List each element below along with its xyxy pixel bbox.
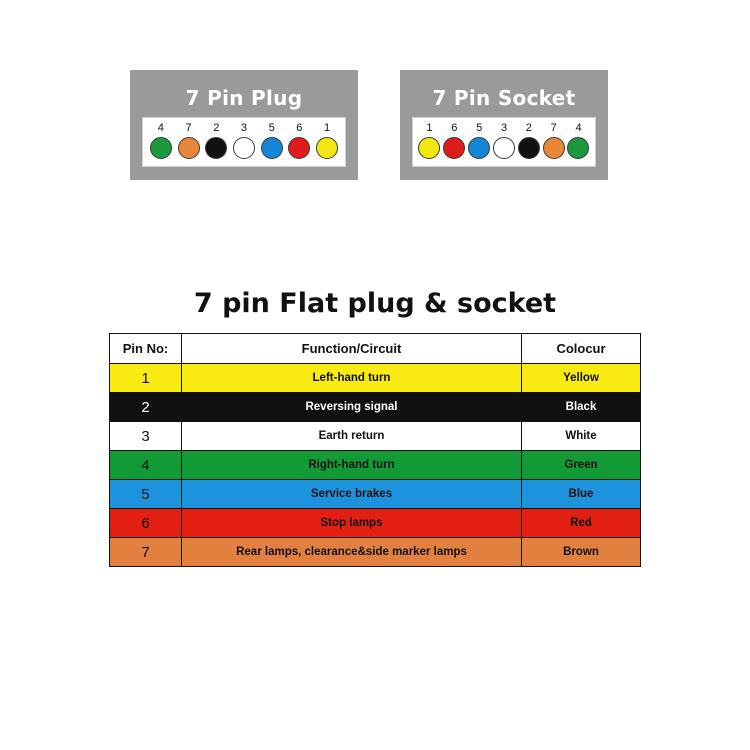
cell-function: Rear lamps, clearance&side marker lamps <box>182 538 522 567</box>
cell-colour: Red <box>522 509 641 538</box>
plug-title: 7 Pin Plug <box>185 86 303 110</box>
socket-connector <box>400 70 608 180</box>
socket-title: 7 Pin Socket <box>432 86 576 110</box>
connector-diagrams <box>0 70 750 190</box>
pin-dot <box>543 137 565 159</box>
cell-pin-number: 7 <box>110 538 182 567</box>
table-row <box>110 538 641 567</box>
table-row <box>110 393 641 422</box>
pin-dot <box>418 137 440 159</box>
cell-pin-number: 6 <box>110 509 182 538</box>
table-header-row <box>110 334 641 364</box>
pin-number: 2 <box>525 122 532 134</box>
table-row <box>110 451 641 480</box>
header-function: Function/Circuit <box>182 334 522 364</box>
header-pin-no: Pin No: <box>110 334 182 364</box>
plug-pin-numbers <box>147 121 341 135</box>
pin-dot <box>261 137 283 159</box>
pin-dot <box>518 137 540 159</box>
pin-dot <box>468 137 490 159</box>
table-row <box>110 509 641 538</box>
header-colour: Colocur <box>522 334 641 364</box>
socket-pin-dots <box>417 135 591 161</box>
cell-colour: Green <box>522 451 641 480</box>
cell-colour: Yellow <box>522 364 641 393</box>
table-row <box>110 422 641 451</box>
pin-number: 5 <box>268 122 275 134</box>
cell-colour: Black <box>522 393 641 422</box>
pin-number: 4 <box>575 122 582 134</box>
pin-dot <box>493 137 515 159</box>
pin-dot <box>316 137 338 159</box>
pin-dot <box>288 137 310 159</box>
pin-dot <box>205 137 227 159</box>
pin-number: 7 <box>550 122 557 134</box>
plug-connector <box>130 70 358 180</box>
table-row <box>110 364 641 393</box>
pin-number: 1 <box>324 122 331 134</box>
cell-pin-number: 4 <box>110 451 182 480</box>
socket-pin-strip <box>412 117 596 167</box>
table-body <box>110 364 641 567</box>
pin-number: 6 <box>451 122 458 134</box>
cell-pin-number: 1 <box>110 364 182 393</box>
table-row <box>110 480 641 509</box>
cell-function: Right-hand turn <box>182 451 522 480</box>
pin-dot <box>567 137 589 159</box>
cell-colour: White <box>522 422 641 451</box>
pin-dot <box>443 137 465 159</box>
pin-number: 1 <box>426 122 433 134</box>
page-title: 7 pin Flat plug & socket <box>193 288 557 319</box>
cell-pin-number: 2 <box>110 393 182 422</box>
plug-pin-strip <box>142 117 346 167</box>
cell-function: Reversing signal <box>182 393 522 422</box>
cell-colour: Blue <box>522 480 641 509</box>
cell-function: Stop lamps <box>182 509 522 538</box>
socket-pin-numbers <box>417 121 591 135</box>
pin-number: 4 <box>157 122 164 134</box>
cell-function: Earth return <box>182 422 522 451</box>
pin-dot <box>233 137 255 159</box>
pin-assignment-table <box>109 333 641 567</box>
pin-number: 5 <box>476 122 483 134</box>
pin-number: 2 <box>213 122 220 134</box>
pin-number: 3 <box>240 122 248 134</box>
pin-number: 3 <box>500 122 508 134</box>
cell-function: Left-hand turn <box>182 364 522 393</box>
cell-pin-number: 3 <box>110 422 182 451</box>
cell-colour: Brown <box>522 538 641 567</box>
pin-number: 6 <box>296 122 303 134</box>
pin-number: 7 <box>185 122 192 134</box>
cell-function: Service brakes <box>182 480 522 509</box>
cell-pin-number: 5 <box>110 480 182 509</box>
plug-pin-dots <box>147 135 341 161</box>
pin-dot <box>178 137 200 159</box>
pin-dot <box>150 137 172 159</box>
